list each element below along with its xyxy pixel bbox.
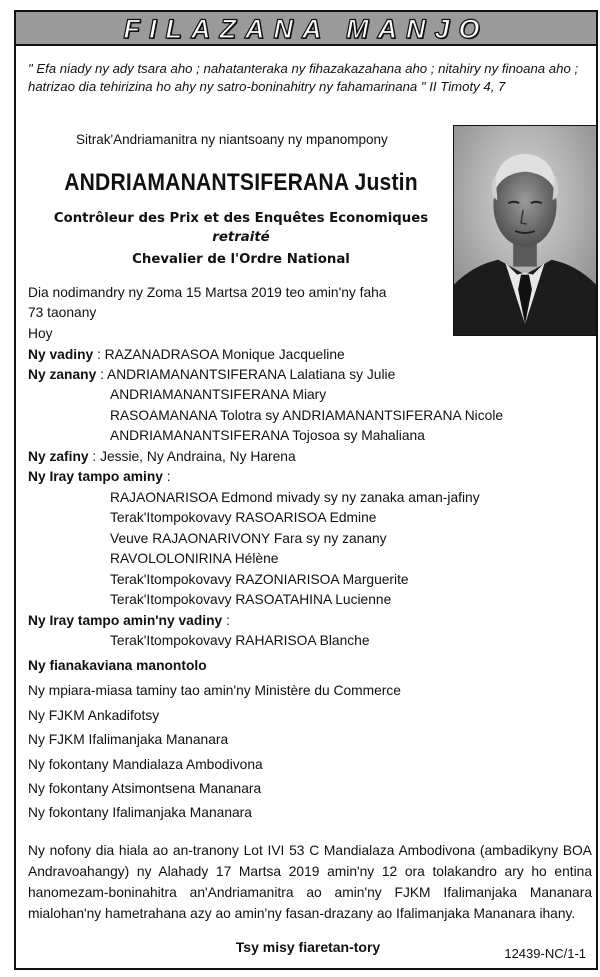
funeral-paragraph: Ny nofony dia hiala ao an-tranony Lot IVI 53 C Mandialaza Ambodivona (ambadikyny BOA Andravoahangy) ny Alahady 17 Martsa 2019 amin'ny 12 ora tolakandro ary ho entina hanomezam-boninahitra an'Andriamanitra ao amin'ny FJKM Ifalimanjaka Mananara mialohan'ny hametrahana azy ao amin'ny fasan-drazany ao Ifalimanjaka Mananara ihany. xyxy=(28,843,592,921)
sibling-item: Terak'Itompokovavy RASOATAHINA Lucienne xyxy=(110,592,392,607)
extended-item: Ny fokontany Atsimontsena Mananara xyxy=(28,781,262,796)
sibling-item: RAJAONARISOA Edmond mivady sy ny zanaka aman-jafiny xyxy=(110,490,480,505)
death-line3: Hoy xyxy=(28,326,53,341)
grandchildren-value: : Jessie, Ny Andraina, Ny Harena xyxy=(88,449,296,464)
extended-item: Ny fokontany Mandialaza Ambodivona xyxy=(28,757,263,772)
children-row xyxy=(28,367,395,382)
deceased-title-line1: Contrôleur des Prix et des Enquêtes Economiques xyxy=(53,211,429,226)
deceased-name: ANDRIAMANANTSIFERANA Justin xyxy=(64,169,418,196)
spouse-value: : RAZANADRASOA Monique Jacqueline xyxy=(93,347,345,362)
extended-family-label: Ny fianakaviana manontolo xyxy=(28,658,207,673)
portrait-photo-icon xyxy=(454,126,596,335)
reference-code: 12439-NC/1-1 xyxy=(504,946,586,961)
spouse-siblings-row xyxy=(28,613,230,628)
child-item: ANDRIAMANANTSIFERANA Tojosoa sy Mahaliana xyxy=(110,428,425,443)
sibling-item: Terak'Itompokovavy RAZONIARISOA Marguerite xyxy=(110,572,409,587)
child-item: : ANDRIAMANANTSIFERANA Lalatiana sy Julie xyxy=(96,367,396,382)
portrait-photo xyxy=(453,125,597,336)
extended-item: Ny mpiara-miasa taminy tao amin'ny Ministère du Commerce xyxy=(28,683,401,698)
deceased-title-line3: Chevalier de l'Ordre National xyxy=(132,252,350,267)
closing-line: Tsy misy fiaretan-tory xyxy=(235,939,381,955)
notice-frame xyxy=(14,10,598,970)
greeting-line: Sitrak'Andriamanitra ny niantsoany ny mpanompony xyxy=(76,132,388,147)
sibling-item: Veuve RAJAONARIVONY Fara sy ny zanany xyxy=(110,531,387,546)
deceased-title-line2: retraité xyxy=(212,230,270,245)
siblings-label: Ny Iray tampo aminy xyxy=(28,469,163,484)
spouse-label: Ny vadiny xyxy=(28,347,94,362)
notice-banner-title: FILAZANA MANJO xyxy=(16,12,596,46)
children-label: Ny zanany xyxy=(28,367,97,382)
extended-item: Ny FJKM Ankadifotsy xyxy=(28,708,160,723)
extended-item: Ny fokontany Ifalimanjaka Mananara xyxy=(28,805,252,820)
child-item: RASOAMANANA Tolotra sy ANDRIAMANANTSIFERANA Nicole xyxy=(110,408,504,423)
spouse-siblings-label: Ny Iray tampo amin'ny vadiny xyxy=(28,613,223,628)
child-item: ANDRIAMANANTSIFERANA Miary xyxy=(110,387,327,402)
sibling-item: Terak'Itompokovavy RASOARISOA Edmine xyxy=(110,510,377,525)
siblings-colon: : xyxy=(162,469,171,484)
grandchildren-row xyxy=(28,449,296,464)
sibling-item: RAVOLOLONIRINA Hélène xyxy=(110,551,279,566)
spouse-siblings-colon: : xyxy=(222,613,230,628)
death-line2: 73 taonany xyxy=(28,305,97,320)
grandchildren-label: Ny zafiny xyxy=(28,449,89,464)
spouse-sibling-item: Terak'Itompokovavy RAHARISOA Blanche xyxy=(110,633,370,648)
death-line1: Dia nodimandry ny Zoma 15 Martsa 2019 teo amin'ny faha xyxy=(28,285,387,300)
siblings-row xyxy=(28,469,171,484)
bible-quote: " Efa niady ny ady tsara aho ; nahatanteraka ny fihazakazahana aho ; nitahiry ny finoana aho ; hatrizao dia tehirizina ho ahy ny satro-boninahitry ny fahamarinana " II Timoty 4, 7 xyxy=(28,61,579,94)
spouse-row xyxy=(28,347,345,362)
extended-item: Ny FJKM Ifalimanjaka Mananara xyxy=(28,732,229,747)
